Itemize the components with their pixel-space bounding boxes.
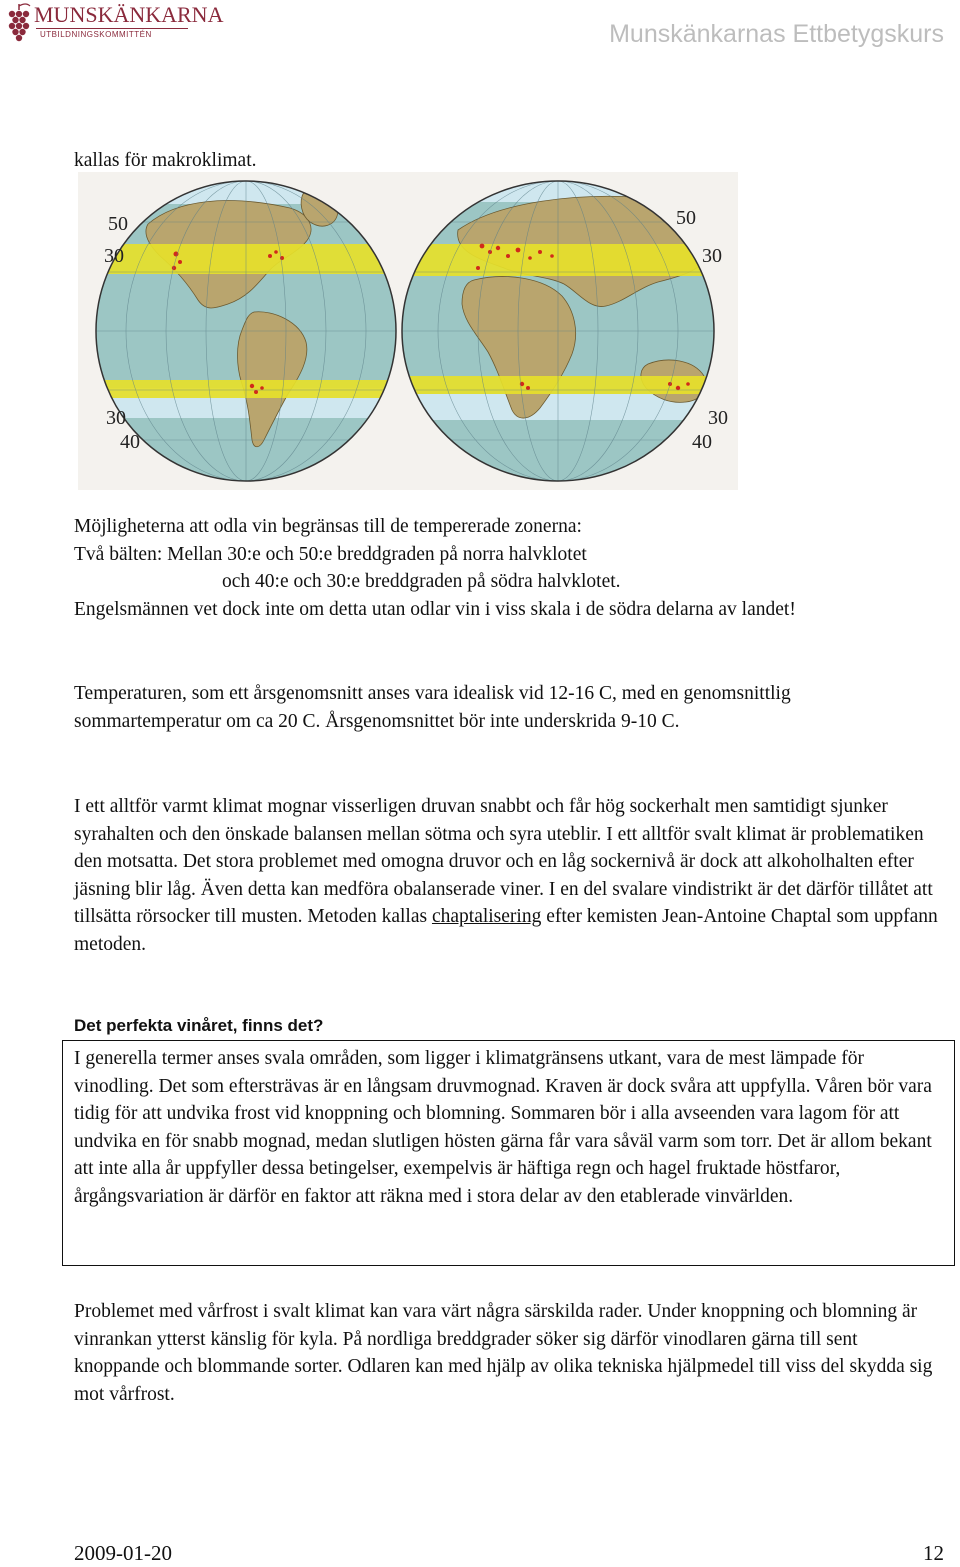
page-number: 12 <box>923 1541 944 1565</box>
header-title: Munskänkarnas Ettbetygskurs <box>609 20 944 48</box>
temperature-paragraph: Temperaturen, som ett årsgenomsnitt anses vara idealisk vid 12-16 C, med en genomsnittlig sommartemperatur om ca 20 C. Årsgenomsnittet bör inte underskrida 9-10 C. <box>74 683 791 732</box>
logo-wordmark: MUNSKÄNKARNA <box>34 2 224 27</box>
world-wine-zones-map <box>78 172 738 490</box>
zones-line-1: Möjligheterna att odla vin begränsas till de tempererade zonerna: <box>74 516 582 537</box>
zones-line-3: och 40:e och 30:e breddgraden på södra halvklotet. <box>222 571 621 592</box>
zones-paragraph <box>74 513 904 623</box>
lat-label-30-west: 30 <box>104 245 124 267</box>
logo-rule <box>36 28 188 29</box>
lat-label-40s-west: 40 <box>120 431 140 453</box>
hemisphere-globes <box>78 172 738 490</box>
section-heading: Det perfekta vinåret, finns det? <box>74 1016 324 1035</box>
lat-label-50-west: 50 <box>108 213 128 235</box>
footer-date: 2009-01-20 <box>74 1541 172 1565</box>
perfect-vintage-box <box>62 1040 955 1266</box>
zones-line-2: Två bälten: Mellan 30:e och 50:e breddgraden på norra halvklotet <box>74 543 587 565</box>
climate-text-2: efter kemisten Jean-Antoine Chaptal som uppfann metoden. <box>74 906 938 955</box>
perfect-vintage-text: I generella termer anses svala områden, som ligger i klimatgränsens utkant, vara de mest lämpade för vinodling. Det som eftersträvas är en långsam druvmognad. Kraven är dock svåra att uppfylla. Våren bör vara tidig för att undvika frost vid knoppning och blomning. Sommaren bör i alla avseenden vara lagom för att undvika en för snabb mognad, medan slutligen hösten gärna får vara såväl varm som torr. Det är allom bekant att inte alla år uppfyller dessa betingelser, exempelvis är häftiga regn och hagel fruktade höstfaror, årgångsvariation är därför en faktor att räkna med i stora delar av den etablerade vinvärlden. <box>74 1048 932 1207</box>
wine-belt-south-west <box>98 380 398 398</box>
lat-label-30s-west: 30 <box>106 407 126 429</box>
lat-label-30s-east: 30 <box>708 407 728 429</box>
lat-label-40s-east: 40 <box>692 431 712 453</box>
page-header <box>0 0 960 60</box>
munskankarna-logo <box>0 0 224 50</box>
grape-icon <box>0 0 36 50</box>
wine-belt-north-west <box>98 244 398 274</box>
intro-text: kallas för makroklimat. <box>74 150 257 171</box>
logo-subtitle: UTBILDNINGSKOMMITTÉN <box>40 30 152 39</box>
climate-paragraph <box>74 793 944 958</box>
lat-label-30-east: 30 <box>702 245 722 267</box>
lat-label-50-east: 50 <box>676 207 696 229</box>
climate-text-1: I ett alltför varmt klimat mognar visserligen druvan snabbt och får hög sockerhalt men samtidigt sjunker syrahalten och den önskade balansen mellan sötma och syra uteblir. I ett alltför svalt klimat är problematiken den motsatta. Det stora problemet med omogna druvor och en låg sockernivå är dock att alkoholhalten efter jäsning blir låg. Även detta kan medföra obalanserade viner. I en del svalare vindistrikt är det därför tillåtet att tillsätta rörsocker till musten. Metoden kallas <box>74 796 933 927</box>
spring-frost-paragraph: Problemet med vårfrost i svalt klimat kan vara värt några särskilda rader. Under knoppning och blomning är vinrankan ytterst känslig för kyla. På nordliga breddgrader söker sig därför vinodlaren gärna till sent knoppande och blommande sorter. Odlaren kan med hjälp av olika tekniska hjälpmedel till viss del skydda sig mot vårfrost. <box>74 1301 933 1405</box>
chaptalisering-link[interactable]: chaptalisering <box>431 906 542 927</box>
zones-line-4: Engelsmännen vet dock inte om detta utan odlar vin i viss skala i de södra delarna av landet! <box>74 598 796 620</box>
